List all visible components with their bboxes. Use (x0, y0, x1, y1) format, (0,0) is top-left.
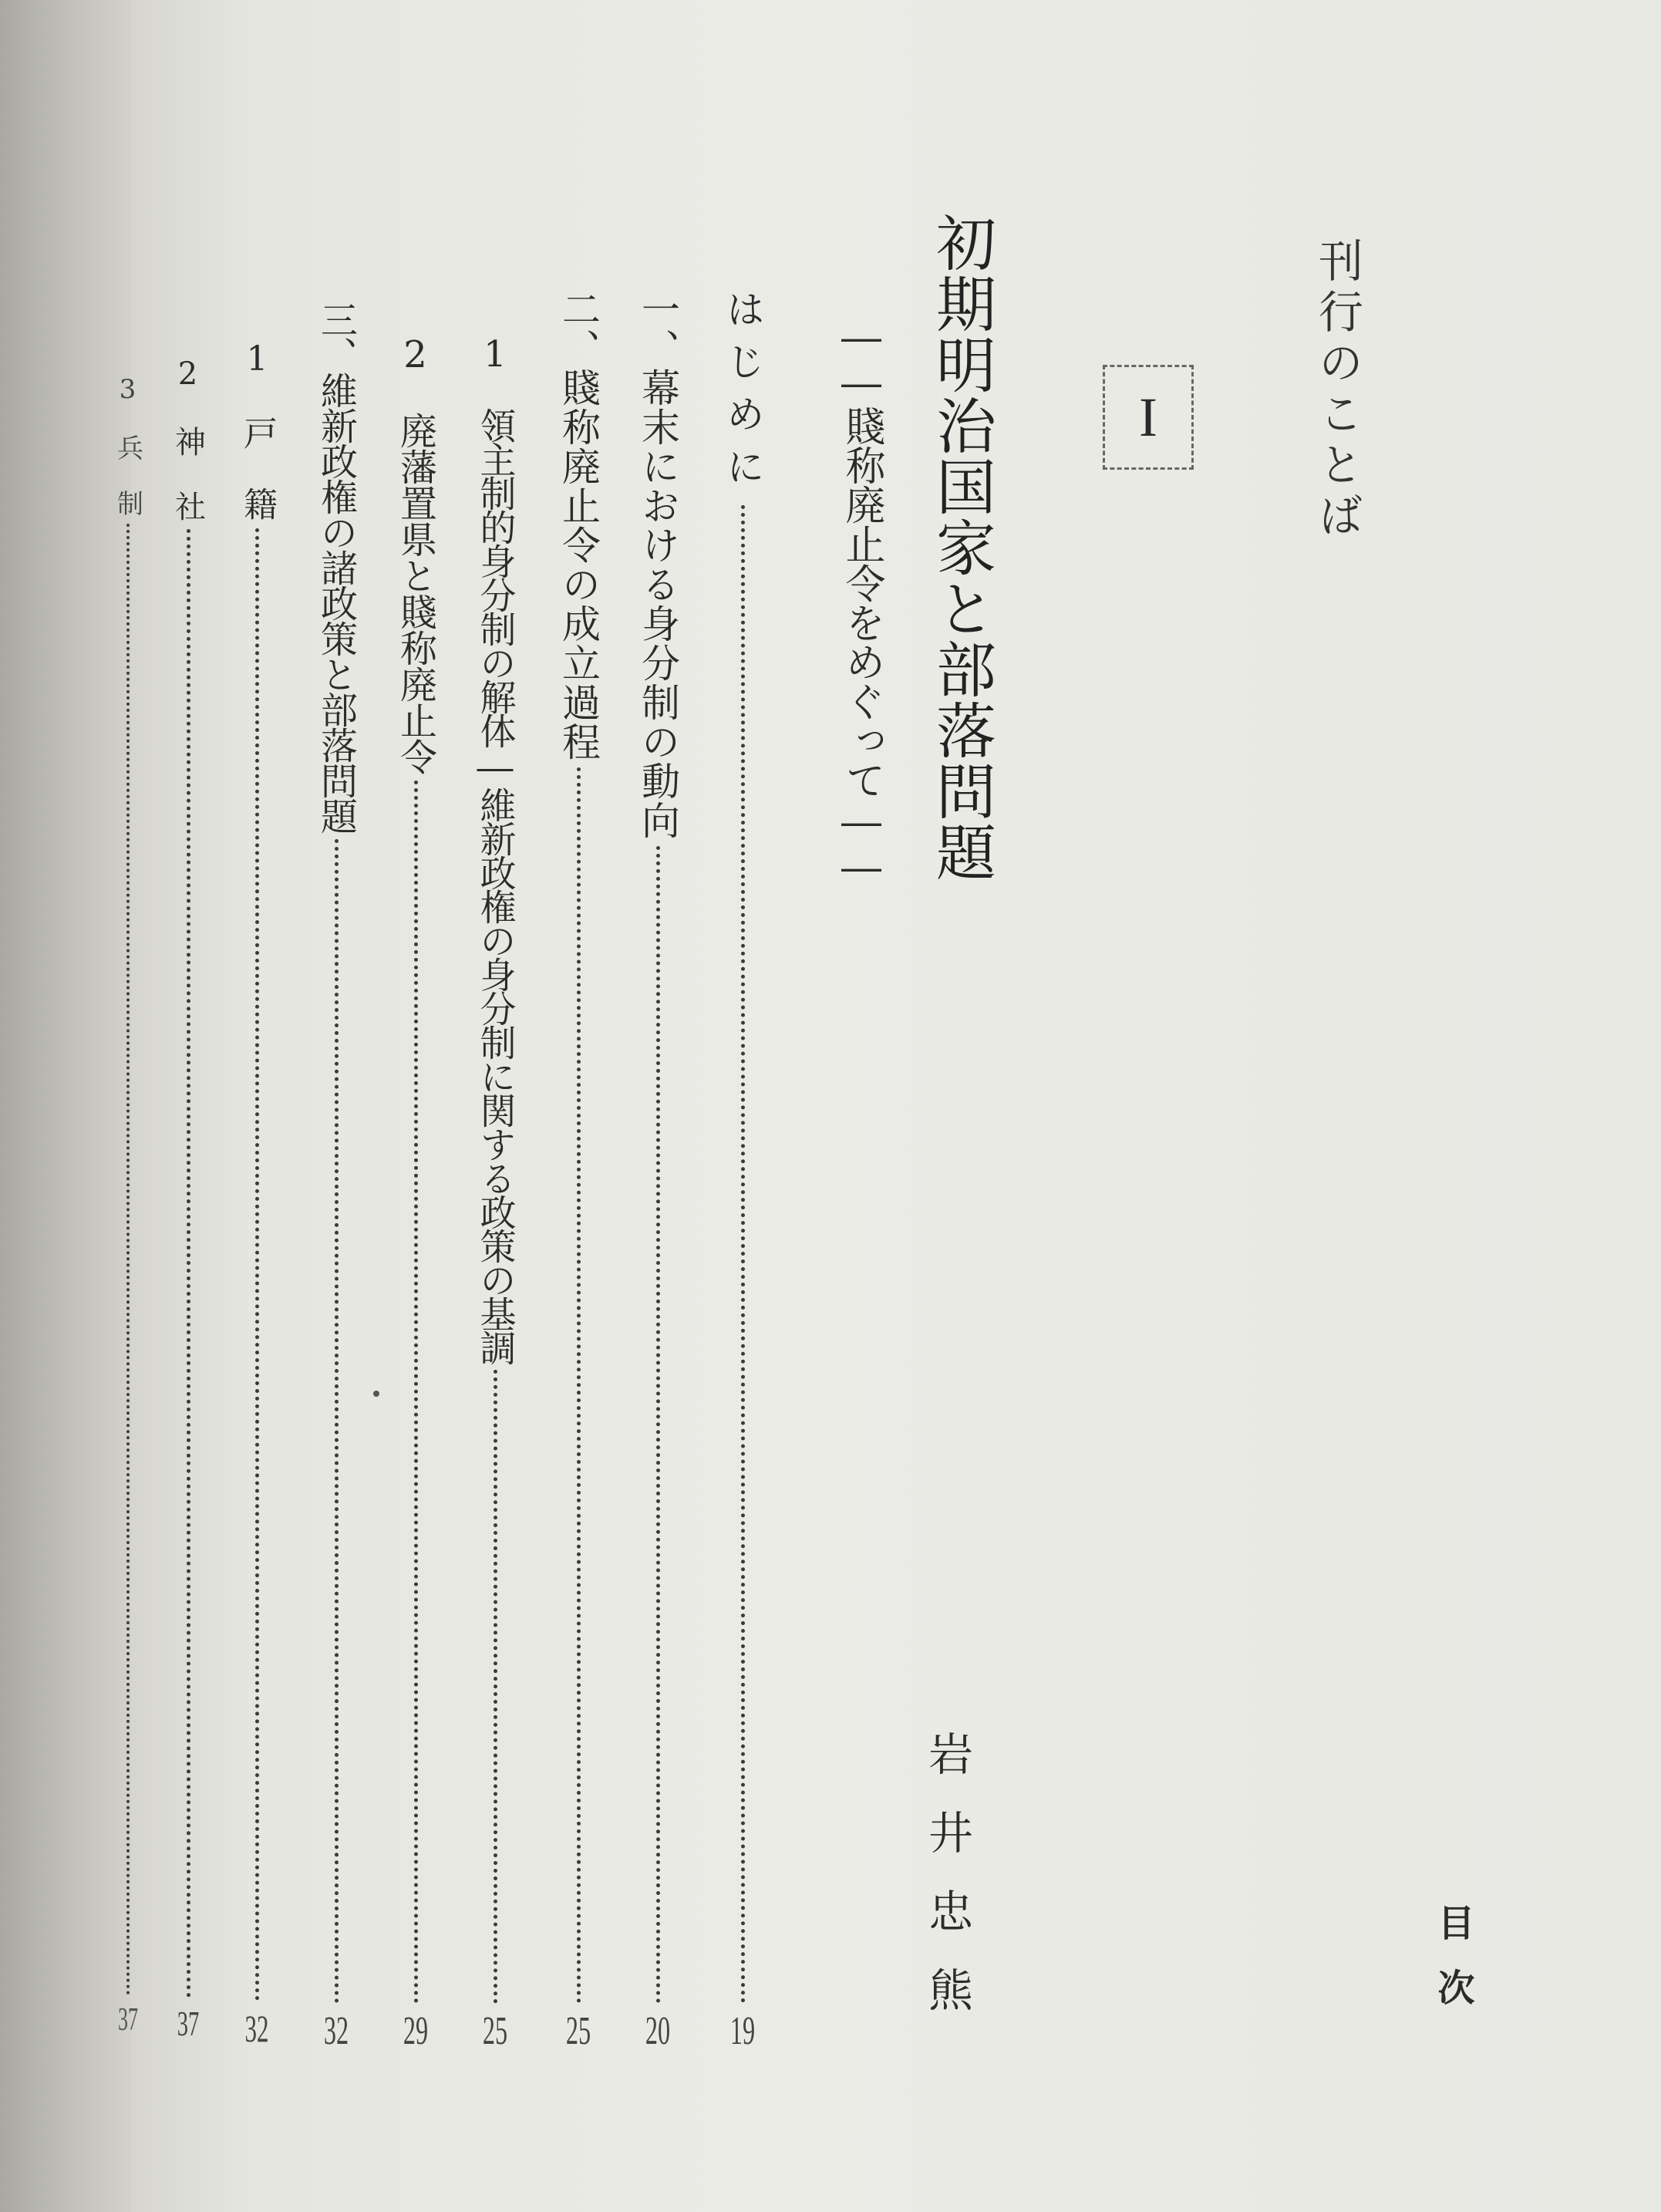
part-numeral: I (1139, 386, 1157, 448)
toc-page-number: 29 (403, 2009, 429, 2053)
toc-entry-label: 一、幕末における身分制の動向 (635, 289, 680, 840)
toc-entry[interactable] (167, 356, 210, 2042)
toc-page-number: 37 (177, 2004, 200, 2043)
toc-entry[interactable] (553, 289, 604, 2052)
toc-leader-dots (741, 505, 745, 2004)
toc-page-number: 37 (117, 2002, 139, 2038)
toc-entry-label: はじめに (720, 289, 765, 499)
toc-entry-label: 二、賤称廃止令の成立過程 (556, 289, 601, 761)
toc-page-number: 32 (323, 2009, 349, 2053)
toc-leader-dots (656, 846, 660, 2004)
toc-entry-label: 三、維新政権の諸政策と部落問題 (314, 301, 358, 833)
toc-entry-label: 3 兵 制 (112, 374, 143, 518)
toc-entry[interactable] (470, 333, 521, 2052)
toc-leader-dots (126, 524, 130, 1996)
chapter-title: 初期明治国家と部落問題 (926, 212, 996, 882)
toc-leader-dots (335, 839, 339, 2004)
part-numeral-box (1103, 365, 1194, 470)
preface-heading: 刊行のことば (1311, 238, 1363, 543)
toc-leader-dots (494, 1370, 497, 2004)
contents-title: 目次 (1431, 1903, 1474, 2033)
toc-leader-dots (255, 528, 259, 2001)
toc-entry[interactable] (311, 301, 362, 2052)
toc-page-number: 20 (645, 2009, 671, 2053)
toc-entry-label: 1 領主制的身分制の解体―維新政権の身分制に関する政策の基調 (473, 333, 517, 1364)
toc-leader-dots (414, 781, 418, 2004)
toc-entry[interactable] (233, 339, 281, 2048)
toc-entry-label: 2 神 社 (170, 356, 206, 523)
toc-entry-label: 2 廃藩置県と賤称廃止令 (393, 333, 437, 774)
toc-entry[interactable] (390, 333, 441, 2052)
toc-page-number: 25 (565, 2009, 591, 2053)
toc-page-number: 25 (482, 2009, 508, 2053)
toc-entry[interactable] (108, 374, 148, 2036)
toc-entry[interactable] (632, 289, 683, 2052)
toc-leader-dots (577, 767, 581, 2004)
toc-page-number: 32 (244, 2007, 269, 2050)
ink-speck (373, 1391, 379, 1397)
toc-entry-label: 1 戸 籍 (238, 339, 277, 522)
chapter-subtitle: ――賤称廃止令をめぐって―― (838, 315, 884, 890)
chapter-author: 岩井忠熊 (921, 1731, 973, 2045)
toc-leader-dots (187, 529, 190, 1998)
toc-entry[interactable] (717, 289, 768, 2052)
toc-page-number: 19 (729, 2009, 756, 2053)
